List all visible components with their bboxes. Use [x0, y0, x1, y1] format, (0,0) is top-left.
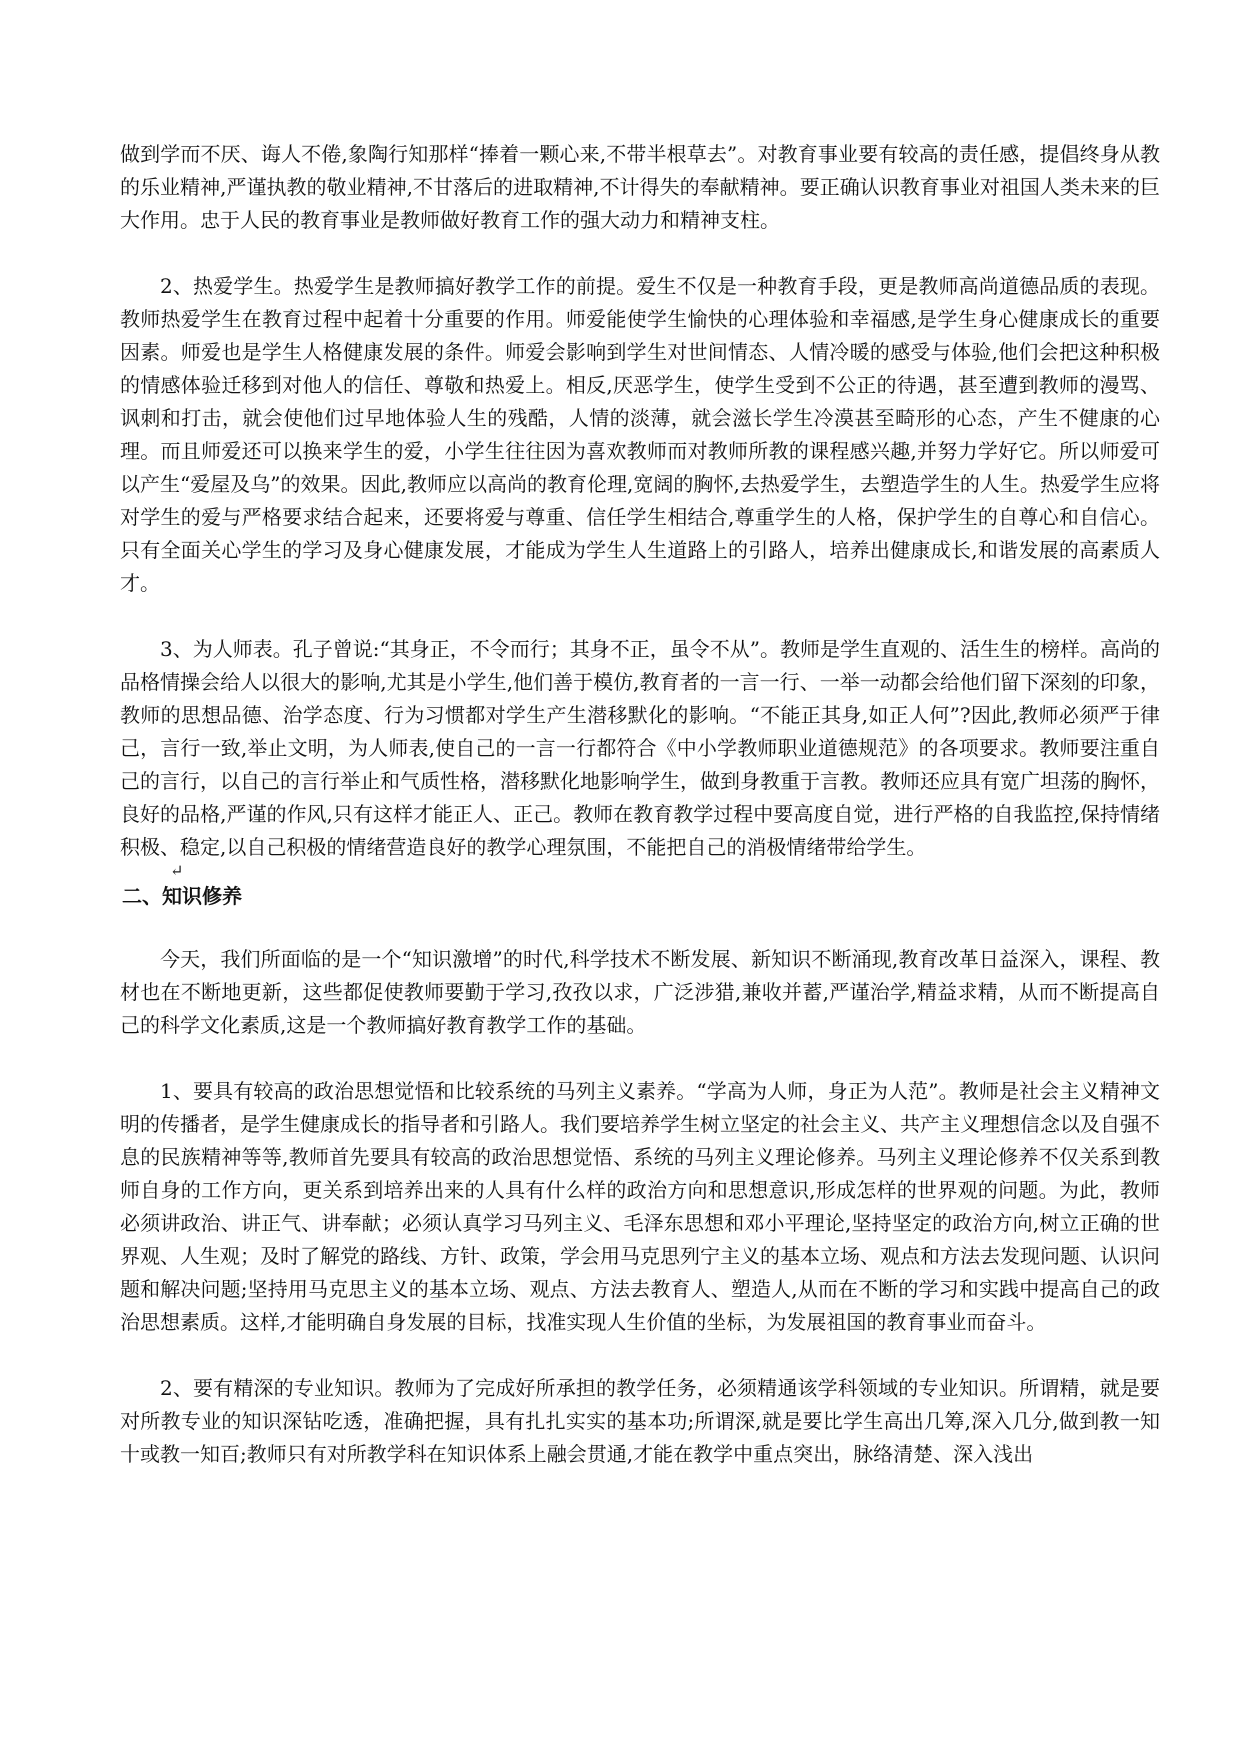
document-page [120, 138, 1160, 1471]
paragraph-spacer [120, 237, 1160, 270]
paragraph-role-model: 3、为人师表。孔子曾说:“其身正，不令而行；其身不正，虽令不从”。教师是学生直观的、活生生的榜样。高尚的品格情操会给人以很大的影响,尤其是小学生,他们善于模仿,教育者的一言一行、一举一动都会给他们留下深刻的印象，教师的思想品德、治学态度、行为习惯都对学生产生潜移默化的影响。“不能正其身,如正人何”?因此,教师必须严于律己，言行一致,举止文明，为人师表,使自己的一言一行都符合《中小学教师职业道德规范》的各项要求。教师要注重自己的言行，以自己的言行举止和气质性格，潜移默化地影响学生，做到身教重于言教。教师还应具有宽广坦荡的胸怀，良好的品格,严谨的作风,只有这样才能正人、正己。教师在教育教学过程中要高度自觉，进行严格的自我监控,保持情绪积极、稳定,以自己积极的情绪营造良好的教学心理氛围，不能把自己的消极情绪带给学生。 [120, 637, 1160, 859]
section-heading-knowledge: 二、知识修养 [122, 884, 242, 908]
paragraph-knowledge-era: 今天，我们所面临的是一个“知识激增”的时代,科学技术不断发展、新知识不断涌现,教育改革日益深入，课程、教材也在不断地更新，这些都促使教师要勤于学习,孜孜以求，广泛涉猎,兼收并蓄,严谨治学,精益求精，从而不断提高自己的科学文化素质,这是一个教师搞好教育教学工作的基础。 [120, 947, 1160, 1037]
paragraph-spacer [120, 1339, 1160, 1372]
paragraph-love-students: 2、热爱学生。热爱学生是教师搞好教学工作的前提。爱生不仅是一种教育手段，更是教师高尚道德品质的表现。教师热爱学生在教育过程中起着十分重要的作用。师爱能使学生愉快的心理体验和幸福感,是学生身心健康成长的重要因素。师爱也是学生人格健康发展的条件。师爱会影响到学生对世间情态、人情冷暖的感受与体验,他们会把这种积极的情感体验迁移到对他人的信任、尊敬和热爱上。相反,厌恶学生，使学生受到不公正的待遇，甚至遭到教师的漫骂、讽刺和打击，就会使他们过早地体验人生的残酷，人情的淡薄，就会滋长学生冷漠甚至畸形的心态，产生不健康的心理。而且师爱还可以换来学生的爱，小学生往往因为喜欢教师而对教师所教的课程感兴趣,并努力学好它。所以师爱可以产生“爱屋及乌”的效果。因此,教师应以高尚的教育伦理,宽阔的胸怀,去热爱学生，去塑造学生的人生。热爱学生应将对学生的爱与严格要求结合起来，还要将爱与尊重、信任学生相结合,尊重学生的人格，保护学生的自尊心和自信心。只有全面关心学生的学习及身心健康发展，才能成为学生人生道路上的引路人，培养出健康成长,和谐发展的高素质人才。 [120, 274, 1160, 595]
paragraph-spacer [120, 1042, 1160, 1075]
paragraph-spacer [120, 600, 1160, 633]
paragraph-spacer [120, 913, 1160, 943]
paragraph-mark-icon: ↵ [170, 861, 184, 880]
paragraph-dedication: 做到学而不厌、诲人不倦,象陶行知那样“捧着一颗心来,不带半根草去”。对教育事业要有较高的责任感，提倡终身从教的乐业精神,严谨执教的敬业精神,不甘落后的进取精神,不计得失的奉献精神。要正确认识教育事业对祖国人类未来的巨大作用。忠于人民的教育事业是教师做好教育工作的强大动力和精神支柱。 [120, 142, 1160, 232]
paragraph-political-literacy: 1、要具有较高的政治思想觉悟和比较系统的马列主义素养。“学高为人师，身正为人范”。教师是社会主义精神文明的传播者，是学生健康成长的指导者和引路人。我们要培养学生树立坚定的社会主义、共产主义理想信念以及自强不息的民族精神等等,教师首先要具有较高的政治思想觉悟、系统的马列主义理论修养。马列主义理论修养不仅关系到教师自身的工作方向，更关系到培养出来的人具有什么样的政治方向和思想意识,形成怎样的世界观的问题。为此，教师必须讲政治、讲正气、讲奉献；必须认真学习马列主义、毛泽东思想和邓小平理论,坚持坚定的政治方向,树立正确的世界观、人生观；及时了解党的路线、方针、政策，学会用马克思列宁主义的基本立场、观点和方法去发现问题、认识问题和解决问题;坚持用马克思主义的基本立场、观点、方法去教育人、塑造人,从而在不断的学习和实践中提高自己的政治思想素质。这样,才能明确自身发展的目标，找准实现人生价值的坐标，为发展祖国的教育事业而奋斗。 [120, 1079, 1160, 1334]
paragraph-professional-knowledge: 2、要有精深的专业知识。教师为了完成好所承担的教学任务，必须精通该学科领域的专业知识。所谓精，就是要对所教专业的知识深钻吃透，准确把握，具有扎扎实实的基本功;所谓深,就是要比学生高出几筹,深入几分,做到教一知十或教一知百;教师只有对所教学科在知识体系上融会贯通,才能在教学中重点突出，脉络清楚、深入浅出 [120, 1376, 1160, 1466]
